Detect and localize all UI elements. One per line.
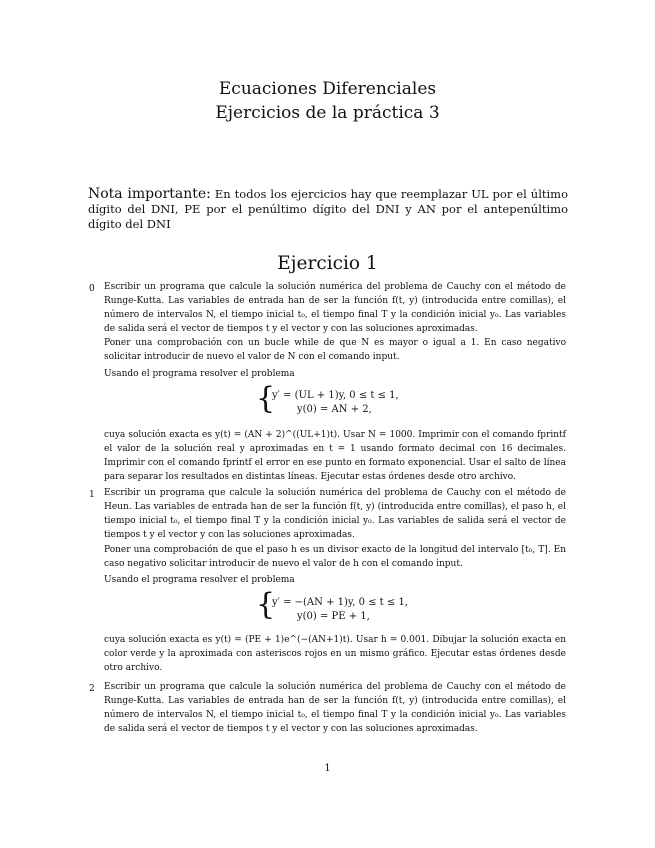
exercise-paragraph: cuya solución exacta es y(t) = (AN + 2)^((UL+1)t). Usar N = 1000. Imprimir con el comando fprintf el valor de la solución real y aproximadas en t = 1 usando formato decimal con 16 decimales. Imprimir con el comando fprintf el error en ese punto en formato exponencial. Usar el salto de línea para separar los resultados en distintas líneas. Ejecutar estas órdenes desde otro archivo. <box>104 430 566 482</box>
exercise-paragraph: Usando el programa resolver el problema <box>104 575 295 585</box>
exercise-paragraph: Poner una comprobación de que el paso h es un divisor exacto de la longitud del intervalo [t₀, T]. En caso negativo solicitar introducir de nuevo el valor de h con el comando input. <box>104 545 566 569</box>
equation-line: y(0) = PE + 1, <box>297 611 370 622</box>
exercise-paragraph: Usando el programa resolver el problema <box>104 369 295 379</box>
exercise-number: 2 <box>89 684 95 694</box>
exercise-number: 0 <box>89 284 95 294</box>
equation-brace: { <box>256 587 276 622</box>
note-lead: Nota importante: <box>88 186 211 202</box>
equation-line: y′ = (UL + 1)y, 0 ≤ t ≤ 1, <box>272 390 399 401</box>
note-text: En todos los ejercicios hay que reemplazar UL por el último dígito del DNI, PE por el penúltimo dígito del DNI y AN por el antepenúltimo dígito del DNI <box>88 187 569 231</box>
exercise-paragraph: cuya solución exacta es y(t) = (PE + 1)e^(−(AN+1)t). Usar h = 0.001. Dibujar la solución exacta en color verde y la aproximada con asteriscos rojos en un mismo gráfico. Ejecutar estas órdenes desde otro archivo. <box>104 635 566 673</box>
exercise-number: 1 <box>89 490 95 500</box>
exercise-paragraph: Escribir un programa que calcule la solución numérica del problema de Cauchy con el método de Heun. Las variables de entrada han de ser la función f(t, y) (introducida entre comillas), el paso h, el tiempo inicial t₀, el tiempo final T y la condición inicial y₀. Las variables de salida será el vector de tiempos t y el vector y con las soluciones aproximadas. <box>104 488 566 540</box>
equation-brace: { <box>256 381 276 416</box>
exercise-paragraph: Escribir un programa que calcule la solución numérica del problema de Cauchy con el método de Runge-Kutta. Las variables de entrada han de ser la función f(t, y) (introducida entre comillas), el número de intervalos N, el tiempo inicial t₀, el tiempo final T y la condición inicial y₀. Las variables de salida será el vector de tiempos t y el vector y con las soluciones aproximadas. <box>104 282 566 334</box>
equation-line: y(0) = AN + 2, <box>297 404 372 415</box>
page-subtitle: Ejercicios de la práctica 3 <box>215 103 440 123</box>
page-number: 1 <box>324 763 331 774</box>
page-title: Ecuaciones Diferenciales <box>218 79 437 99</box>
exercise-paragraph: Poner una comprobación con un bucle while de que N es mayor o igual a 1. En caso negativo solicitar introducir de nuevo el valor de N con el comando input. <box>104 338 566 362</box>
exercise-paragraph: Escribir un programa que calcule la solución numérica del problema de Cauchy con el método de Runge-Kutta. Las variables de entrada han de ser la función f(t, y) (introducida entre comillas), el número de intervalos N, el tiempo inicial t₀, el tiempo final T y la condición inicial y₀. Las variables de salida será el vector de tiempos t y el vector y con las soluciones aproximadas. <box>104 682 566 734</box>
equation-line: y′ = −(AN + 1)y, 0 ≤ t ≤ 1, <box>272 597 408 608</box>
section-title: Ejercicio 1 <box>277 253 378 274</box>
important-note <box>88 187 568 232</box>
